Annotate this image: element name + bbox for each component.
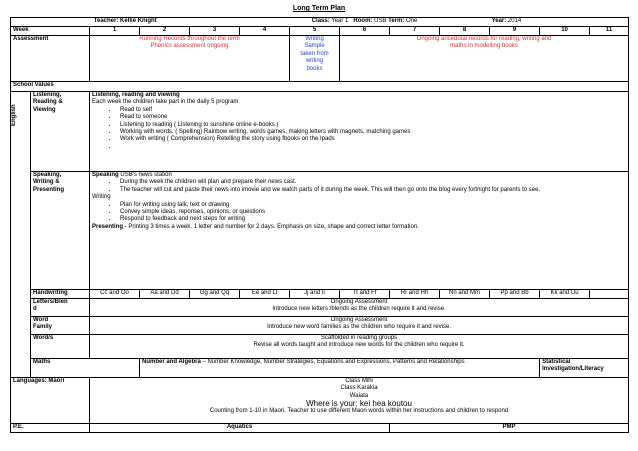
handwriting-cell: Ee and Ll: [240, 290, 290, 299]
year-label: Year:: [491, 18, 507, 24]
handwriting-cell: Cc and Oo: [90, 290, 140, 299]
handwriting-cell: Nn and Mm: [440, 290, 490, 299]
letters-content: [90, 299, 629, 317]
speaking-row: [11, 172, 629, 290]
pe-pmp: PMP: [390, 424, 629, 433]
pe-label: P.E.: [11, 424, 90, 433]
room-label: Room:: [353, 18, 373, 24]
presenting-bold: Presenting: [92, 223, 124, 230]
speaking-heading-bold: Speaking: [92, 172, 119, 178]
list-item: • Respond to feedback and next steps for writing: [118, 216, 626, 223]
letters-label: Letters/Blen d: [31, 299, 90, 317]
words-row: [11, 335, 629, 359]
school-values-row: [11, 82, 629, 92]
week-number: 10: [540, 27, 590, 36]
list-item: • Plan for writing using talk, text or drawing: [118, 202, 626, 209]
maori-line4: Where is your: kei hea koutou: [306, 399, 412, 409]
speaking-heading: [92, 172, 626, 179]
class-value: Year 1: [331, 18, 349, 24]
handwriting-cell: Aa and Dd: [140, 290, 190, 299]
handwriting-cell: Pp and Bb: [490, 290, 540, 299]
word-family-row: [11, 317, 629, 335]
word-family-line2: Introduce new word families as the children who require it and revise.: [267, 324, 451, 331]
listening-list: [92, 107, 626, 151]
handwriting-cell: Tt and Ff: [340, 290, 390, 299]
speaking-heading-rest: USB's news station: [120, 172, 172, 178]
week-number: 9: [490, 27, 540, 36]
week-number: 8: [440, 27, 490, 36]
writing-label: Writing: [92, 194, 111, 201]
word-family-label: Word Family: [31, 317, 90, 335]
list-item: • Read to someone: [118, 114, 626, 121]
maths-bold: Number and Algebra: [142, 359, 201, 365]
listening-content: [90, 92, 629, 172]
week-number: 7: [390, 27, 440, 36]
class-label: Class:: [311, 18, 330, 24]
handwriting-row: [11, 290, 629, 299]
week-number: 2: [140, 27, 190, 36]
letters-row: [11, 299, 629, 317]
list-item: • Working with words. ( Spelling) Rainbow writing, words games, making letters with magnets, matching games: [118, 129, 626, 136]
writing-list: [92, 202, 626, 224]
list-item: • Read to self: [118, 107, 626, 114]
presenting-rest: - Printing 3 times a week. 1 letter and number for 2 days. Emphasis on size, shape and correct letter formation.: [123, 223, 419, 230]
handwriting-cell: Kk and Uu: [540, 290, 590, 299]
assessment-writing-sample: Writing Sample taken from writing books: [290, 36, 340, 82]
maori-line2: Class Karakia: [340, 385, 378, 392]
listening-row: [11, 92, 629, 172]
list-item: • The teacher will cut and paste their news into imovie and we watch parts of it during the week. This will then go onto the blog every fortnight for parents to see.: [118, 187, 626, 194]
maths-row: [11, 359, 629, 378]
teacher-label: Teacher:: [93, 18, 119, 24]
list-item: • Listening to reading ( Listening to sunshine online e-books ): [118, 122, 626, 129]
maths-content: [140, 359, 540, 378]
assessment-running-records: Running Records throughout the term Phonics assessment ongoing: [90, 36, 290, 82]
assessment-label: Assessment: [11, 36, 90, 82]
handwriting-cell: Jj and Ii: [290, 290, 340, 299]
listening-label: Listening, Reading & Viewing: [31, 92, 90, 172]
pe-row: [11, 424, 629, 433]
week-label: Week: [11, 27, 90, 36]
maori-line5: Counting from 1-10 in Maori. Teacher to use different Maori words within her instructions and children to respond: [209, 407, 509, 414]
maori-content: [90, 378, 629, 424]
maori-label: Languages: Maori: [11, 378, 90, 424]
year-value: 2014: [507, 18, 522, 24]
week-number: 4: [240, 27, 290, 36]
week-number: 6: [340, 27, 390, 36]
week-number: 1: [90, 27, 140, 36]
maths-statistics: Statistical Investigation/Literacy: [540, 359, 629, 378]
header-row: [11, 18, 629, 27]
speaking-list: [92, 179, 626, 194]
year-cell: [490, 18, 629, 27]
speaking-label: Speaking, Writing & Presenting: [31, 172, 90, 290]
term-value: One: [406, 18, 418, 24]
week-number: 11: [590, 27, 629, 36]
presenting-line: [92, 224, 626, 231]
handwriting-cell: Gg and Qq: [190, 290, 240, 299]
week-row: [11, 27, 629, 36]
speaking-content: [90, 172, 629, 290]
handwriting-label: Handwriting: [31, 290, 90, 299]
listening-heading: Listening, reading and viewing: [92, 92, 180, 98]
listening-intro: Each week the children take part in the daily 5 program: [92, 99, 239, 106]
maths-rest: – Number Knowledge, Number Strategies, Equations and Expressions, Patterns and Relationships: [200, 359, 465, 365]
english-cell: [11, 92, 31, 378]
letters-line2: Introduce new letters /blends as the children require it and revise.: [272, 306, 446, 313]
list-item: • Work with writing ( Comprehension) Retelling the story using fbooks on the Ipads: [118, 136, 626, 143]
school-values-label: School Values: [11, 82, 629, 92]
words-label: Word/s: [31, 335, 90, 359]
teacher-cell: [11, 18, 240, 27]
word-family-content: [90, 317, 629, 335]
maori-row: [11, 378, 629, 424]
words-content: [90, 335, 629, 359]
class-cell: [240, 18, 490, 27]
term-label: Term:: [388, 18, 405, 24]
handwriting-cell-empty: [590, 290, 629, 299]
handwriting-cell: Rr and Hh: [390, 290, 440, 299]
english-label: English: [11, 104, 17, 126]
list-item: • During the week the children will plan and prepare their news cast.: [118, 179, 626, 186]
letters-line1: Ongoing Assessment: [330, 299, 388, 305]
week-number: 3: [190, 27, 240, 36]
words-line2: Revise all words taught and introduce new words for the children who require it.: [253, 342, 465, 349]
room-value: USB: [374, 18, 387, 24]
plan-table: [10, 17, 629, 433]
week-number: 5: [290, 27, 340, 36]
maori-line1: Class Mihi: [345, 378, 373, 384]
list-item: [118, 144, 626, 151]
assessment-row: [11, 36, 629, 82]
assessment-anecdotal: Ongoing ancedotal records for reading, writing and maths in modelling books: [340, 36, 629, 82]
maori-line3: Waiata: [349, 392, 369, 399]
pe-aquatics: Aquatics: [90, 424, 390, 433]
teacher-name: Kellie Knight: [120, 18, 157, 24]
page-title: Long Term Plan: [292, 5, 346, 12]
maths-label: Maths: [31, 359, 140, 378]
words-line1: Scaffolded in reading groups: [320, 335, 398, 341]
list-item: • Convey simple ideas, reponses, opinions, or questions: [118, 209, 626, 216]
word-family-line1: Ongoing Assessment: [330, 317, 388, 323]
